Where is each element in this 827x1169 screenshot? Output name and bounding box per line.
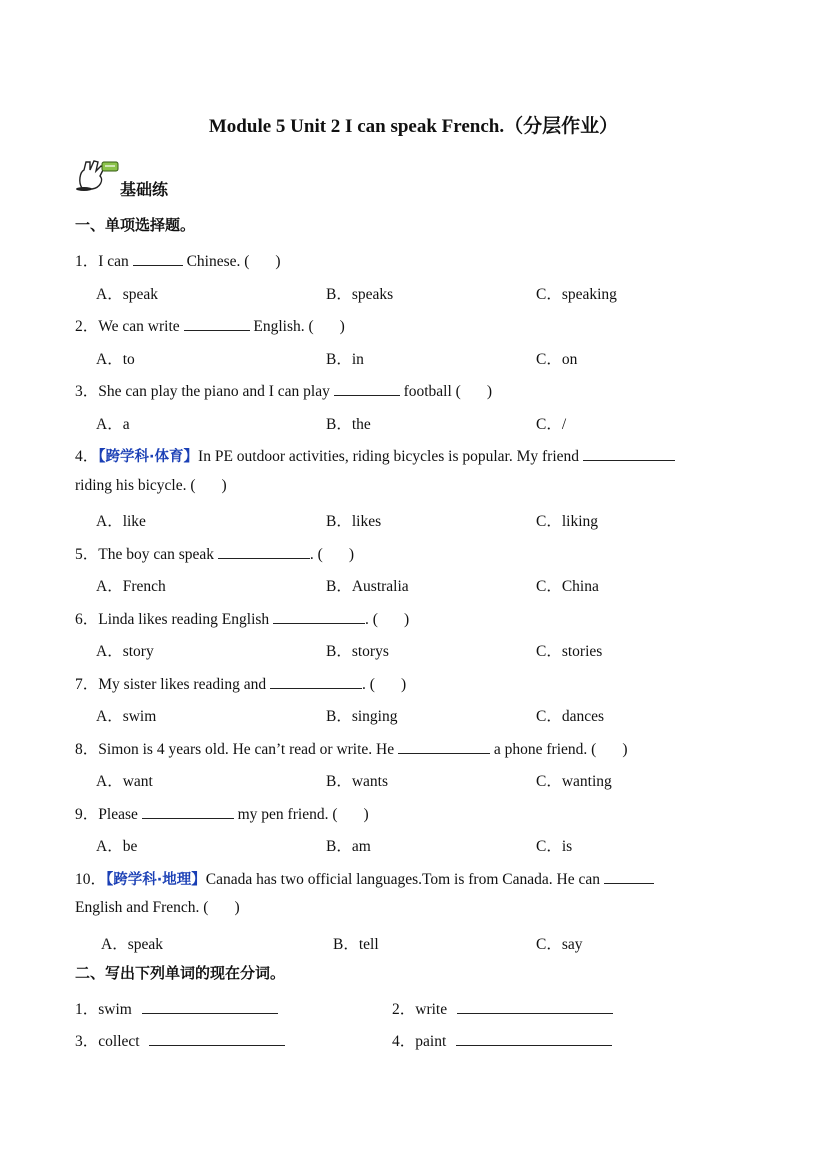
option-2b[interactable]: B．in [326, 351, 364, 368]
cartoon-hand-icon [74, 158, 120, 192]
question-2: 2．We can write English. ( ) [75, 318, 345, 335]
question-10: 10．【跨学科·地理】Canada has two official languages.Tom is from Canada. He can [75, 867, 654, 889]
option-2c[interactable]: C．on [536, 351, 578, 368]
option-8b[interactable]: B．wants [326, 773, 389, 790]
subject-tag: 【跨学科·地理】 [106, 872, 206, 888]
option-6b[interactable]: B．storys [326, 643, 389, 660]
question-3: 3．She can play the piano and I can play football ( ) [75, 383, 492, 400]
answer-blank[interactable] [456, 1031, 612, 1046]
word-item-1: 1．swim [75, 997, 278, 1019]
option-7c[interactable]: C．dances [536, 708, 605, 725]
option-3c[interactable]: C．/ [536, 416, 567, 433]
option-10b[interactable]: B．tell [333, 936, 379, 953]
word-item-3: 3．collect [75, 1029, 285, 1051]
word-item-2: 2．write [392, 997, 613, 1019]
question-4-line-2: riding his bicycle. ( ) [75, 477, 227, 494]
option-5b[interactable]: B．Australia [326, 578, 409, 595]
answer-blank[interactable] [184, 316, 250, 331]
option-8a[interactable]: A．want [96, 773, 153, 790]
question-4: 4．【跨学科·体育】In PE outdoor activities, riding bicycles is popular. My friend [75, 444, 675, 466]
question-6: 6．Linda likes reading English . ( ) [75, 611, 410, 628]
option-10a[interactable]: A．speak [101, 936, 163, 953]
section-heading-multiple-choice: 一、单项选择题。 [75, 216, 196, 234]
option-7b[interactable]: B．singing [326, 708, 398, 725]
answer-blank[interactable] [218, 544, 310, 559]
option-1b[interactable]: B．speaks [326, 286, 394, 303]
page-title: Module 5 Unit 2 I can speak French.（分层作业） [208, 116, 619, 137]
subject-tag: 【跨学科·体育】 [98, 449, 199, 465]
answer-blank[interactable] [604, 869, 654, 884]
question-5: 5．The boy can speak . ( ) [75, 546, 355, 563]
option-1c[interactable]: C．speaking [536, 286, 617, 303]
option-9b[interactable]: B．am [326, 838, 371, 855]
question-10-line-2: English and French. ( ) [75, 899, 240, 916]
question-1: 1．I can Chinese. ( ) [75, 253, 281, 270]
option-3a[interactable]: A．a [96, 416, 130, 433]
question-7: 7．My sister likes reading and . ( ) [75, 676, 407, 693]
question-9: 9．Please my pen friend. ( ) [75, 806, 369, 823]
answer-blank[interactable] [583, 446, 675, 461]
option-5a[interactable]: A．French [96, 578, 166, 595]
option-7a[interactable]: A．swim [96, 708, 157, 725]
answer-blank[interactable] [334, 381, 400, 396]
option-4a[interactable]: A．like [96, 513, 146, 530]
question-8: 8．Simon is 4 years old. He can’t read or write. He a phone friend. ( ) [75, 741, 628, 758]
option-2a[interactable]: A．to [96, 351, 135, 368]
word-item-4: 4．paint [392, 1029, 612, 1051]
answer-blank[interactable] [142, 999, 278, 1014]
option-10c[interactable]: C．say [536, 936, 583, 953]
answer-blank[interactable] [133, 251, 183, 266]
option-8c[interactable]: C．wanting [536, 773, 612, 790]
level-heading: 基础练 [120, 180, 169, 199]
answer-blank[interactable] [457, 999, 613, 1014]
answer-blank[interactable] [142, 804, 234, 819]
answer-blank[interactable] [149, 1031, 285, 1046]
option-4c[interactable]: C．liking [536, 513, 599, 530]
option-9a[interactable]: A．be [96, 838, 138, 855]
option-9c[interactable]: C．is [536, 838, 573, 855]
option-6a[interactable]: A．story [96, 643, 154, 660]
option-4b[interactable]: B．likes [326, 513, 382, 530]
option-6c[interactable]: C．stories [536, 643, 603, 660]
option-3b[interactable]: B．the [326, 416, 371, 433]
option-1a[interactable]: A．speak [96, 286, 158, 303]
answer-blank[interactable] [270, 674, 362, 689]
section-heading-present-participle: 二、写出下列单词的现在分词。 [75, 964, 286, 982]
answer-blank[interactable] [398, 739, 490, 754]
answer-blank[interactable] [273, 609, 365, 624]
option-5c[interactable]: C．China [536, 578, 599, 595]
